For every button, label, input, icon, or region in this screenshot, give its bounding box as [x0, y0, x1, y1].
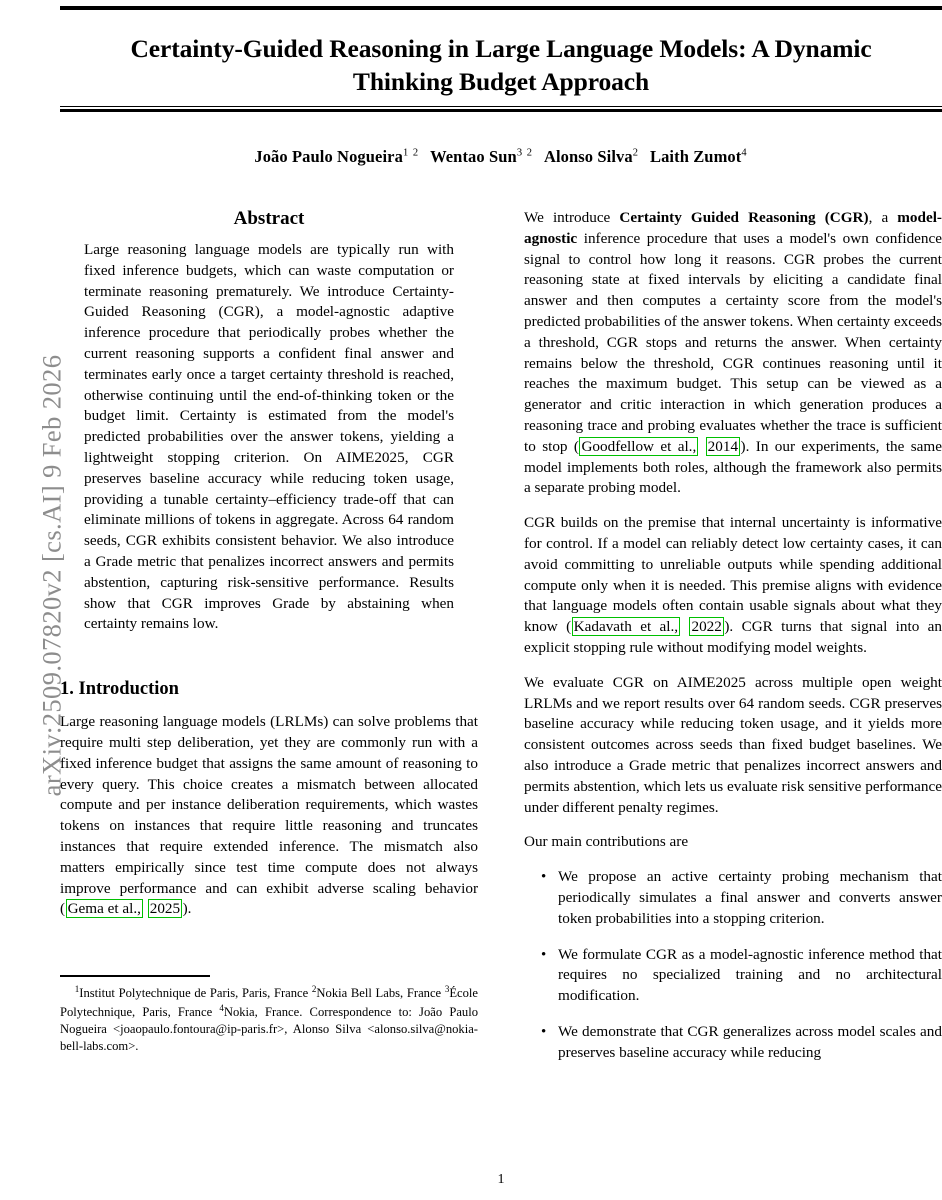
- intro-text-after-citation: ).: [182, 900, 192, 918]
- footnote-marker-4: 4: [219, 1002, 224, 1013]
- abstract-text: Large reasoning language models are typically run with fixed inference budgets, which can waste computation or terminate reasoning prematurely. We introduce Certainty-Guided Reasoning (CGR), a model-agnostic adaptive inference procedure that periodically probes whether the current reasoning supports a confident final answer and terminates early once a target certainty threshold is reached, otherwise continuing until the end-of-thinking token or the budget limit. Certainty is estimated from the model's predicted probabilities over the answer tokens, yielding a lightweight stopping criterion. On AIME2025, CGR preserves baseline accuracy while reducing token usage, providing a tunable certainty–efficiency trade-off that can eliminate millions of tokens in aggregate. Across 64 random seeds, CGR exhibits consistent behavior. We also introduce a Grade metric that penalizes incorrect answers and permits abstention, capturing risk-sensitive performance. Results show that CGR improves Grade by abstaining when certainty remains low.: [84, 241, 454, 633]
- footnote-rule: [60, 975, 210, 976]
- author-affiliation-marker: 4: [741, 147, 748, 159]
- author-entry: [650, 147, 748, 166]
- footnote-affiliation-2: Nokia Bell Labs, France: [316, 985, 445, 1000]
- author-entry: [430, 147, 533, 166]
- rp1-text-a: We introduce: [524, 209, 620, 226]
- author-name: Laith Zumot: [649, 147, 742, 167]
- author-affiliation-marker: 1 2: [402, 147, 420, 159]
- two-column-body: [60, 208, 942, 1078]
- rp2-text-a: CGR builds on the premise that internal uncertainty is informative for control. If a model can reliably detect low certainty cases, it can avoid committing to unreliable outputs while spending additional compute only when it is needed. This premise aligns with evidence that language models often contain usable signals about what they know (: [524, 514, 942, 636]
- page-number: 1: [497, 1172, 505, 1187]
- right-column: [524, 208, 942, 1078]
- rp1-text-b: , a: [868, 209, 898, 226]
- title-bottom-rule: [60, 106, 942, 107]
- citation-link-gema-year[interactable]: 2025: [149, 900, 181, 918]
- rp1-bold-cgr: Certainty Guided Reasoning (CGR): [619, 209, 869, 226]
- rp1-text-c: inference procedure that uses a model's own confidence signal to control how long it reasons. CGR probes the current reasoning state at fixed intervals by eliciting a candidate final answer and then computes a certainty score from the model's predicted probabilities of the answer tokens. When certainty exceeds a threshold, CGR stops and returns the answer. When certainty remains below the threshold, CGR continues reasoning until it reaches the maximum budget. This setup can be viewed as a generator and critic interaction in which generation produces a reasoning trace and probing evaluates whether the trace is sufficient to stop (: [524, 229, 942, 455]
- footnote-affiliation-1: Institut Polytechnique de Paris, Paris, France: [79, 985, 312, 1000]
- citation-link-kadavath-author[interactable]: Kadavath et al.,: [573, 618, 679, 636]
- rp2-text-b: ). CGR turns that signal into an explicit stopping rule without modifying model weights.: [524, 618, 942, 656]
- citation-link-goodfellow-author[interactable]: Goodfellow et al.,: [581, 437, 697, 455]
- footnote-affiliation-4-and-correspondence: Nokia, France. Correspondence to: João Paulo Nogueira <joaopaulo.fontoura@ip-paris.fr>, Alonso Silva <alonso.silva@nokia-bell-labs.com>.: [60, 1004, 478, 1053]
- right-paragraph-1: [524, 208, 942, 499]
- rp1-bold-model-agnostic: model-agnostic: [524, 209, 942, 247]
- abstract-heading: Abstract: [233, 208, 305, 229]
- rp1-text-d: ). In our experiments, the same model implements both roles, although the framework also permits a separate probing model.: [524, 437, 942, 497]
- author-name: João Paulo Nogueira: [254, 147, 403, 167]
- top-rule: [60, 6, 942, 10]
- page-sheet: [60, 0, 942, 1200]
- right-paragraph-2: [524, 513, 942, 659]
- list-item: • We demonstrate that CGR generalizes across model scales and preserves baseline accuracy while reducing: [558, 1022, 942, 1064]
- author-entry: [254, 147, 419, 166]
- footnote-marker-2: 2: [311, 983, 317, 994]
- citation-link-gema-author[interactable]: Gema et al.,: [67, 900, 141, 918]
- author-name: Alonso Silva: [543, 147, 633, 167]
- list-item: • We propose an active certainty probing mechanism that periodically simulates a final answer and converts answer token probabilities into a stopping criterion.: [558, 867, 942, 929]
- author-list: [60, 147, 942, 167]
- footnote-affiliation-3: École Polytechnique, Paris, France: [60, 985, 478, 1019]
- footnote-marker-3: 3: [444, 983, 450, 994]
- footnote-block: [60, 975, 478, 1054]
- contributions-list: [524, 867, 942, 1063]
- footnote-marker-1: 1: [74, 983, 80, 994]
- footnote-text: [60, 983, 478, 1055]
- author-affiliation-marker: 2: [632, 147, 639, 159]
- author-entry: [544, 147, 639, 166]
- arxiv-stamp: arXiv:2509.07820v2 [cs.AI] 9 Feb 2026: [36, 354, 67, 797]
- author-affiliation-marker: 3 2: [516, 147, 533, 159]
- list-item: • We formulate CGR as a model-agnostic inference method that requires no specialized training and no architectural modification.: [558, 945, 942, 1007]
- introduction-paragraph-1: [60, 712, 478, 920]
- page-title: Certainty-Guided Reasoning in Large Language Models: A Dynamic Thinking Budget Approach: [130, 34, 872, 97]
- left-column: [60, 208, 478, 1078]
- citation-link-goodfellow-year[interactable]: 2014: [707, 437, 739, 455]
- author-name: Wentao Sun: [430, 147, 517, 167]
- intro-text-before-citation: Large reasoning language models (LRLMs) can solve problems that require multi step deliberation, yet they are commonly run with a fixed inference budget that assigns the same amount of reasoning to every query. This choice creates a mismatch between allocated compute and per instance deliberation requirements, which wastes tokens on instances that require little reasoning and truncates instances that require extended inference. The mismatch also matters empirically since test time compute does not always improve performance and can exhibit adverse scaling behavior (: [60, 713, 478, 918]
- citation-link-kadavath-year[interactable]: 2022: [691, 618, 722, 636]
- right-paragraph-4: Our main contributions are: [524, 833, 689, 851]
- section-heading-introduction: 1. Introduction: [60, 679, 179, 700]
- right-paragraph-3: We evaluate CGR on AIME2025 across multiple open weight LRLMs and we report results over 64 random seeds. CGR preserves baseline accuracy while reducing token usage, and it yields more consistent outcomes across seeds than fixed budget baselines. We also introduce a Grade metric that penalizes incorrect answers and permits abstention, which lets us evaluate risk sensitive performance under different penalty regimes.: [524, 673, 942, 816]
